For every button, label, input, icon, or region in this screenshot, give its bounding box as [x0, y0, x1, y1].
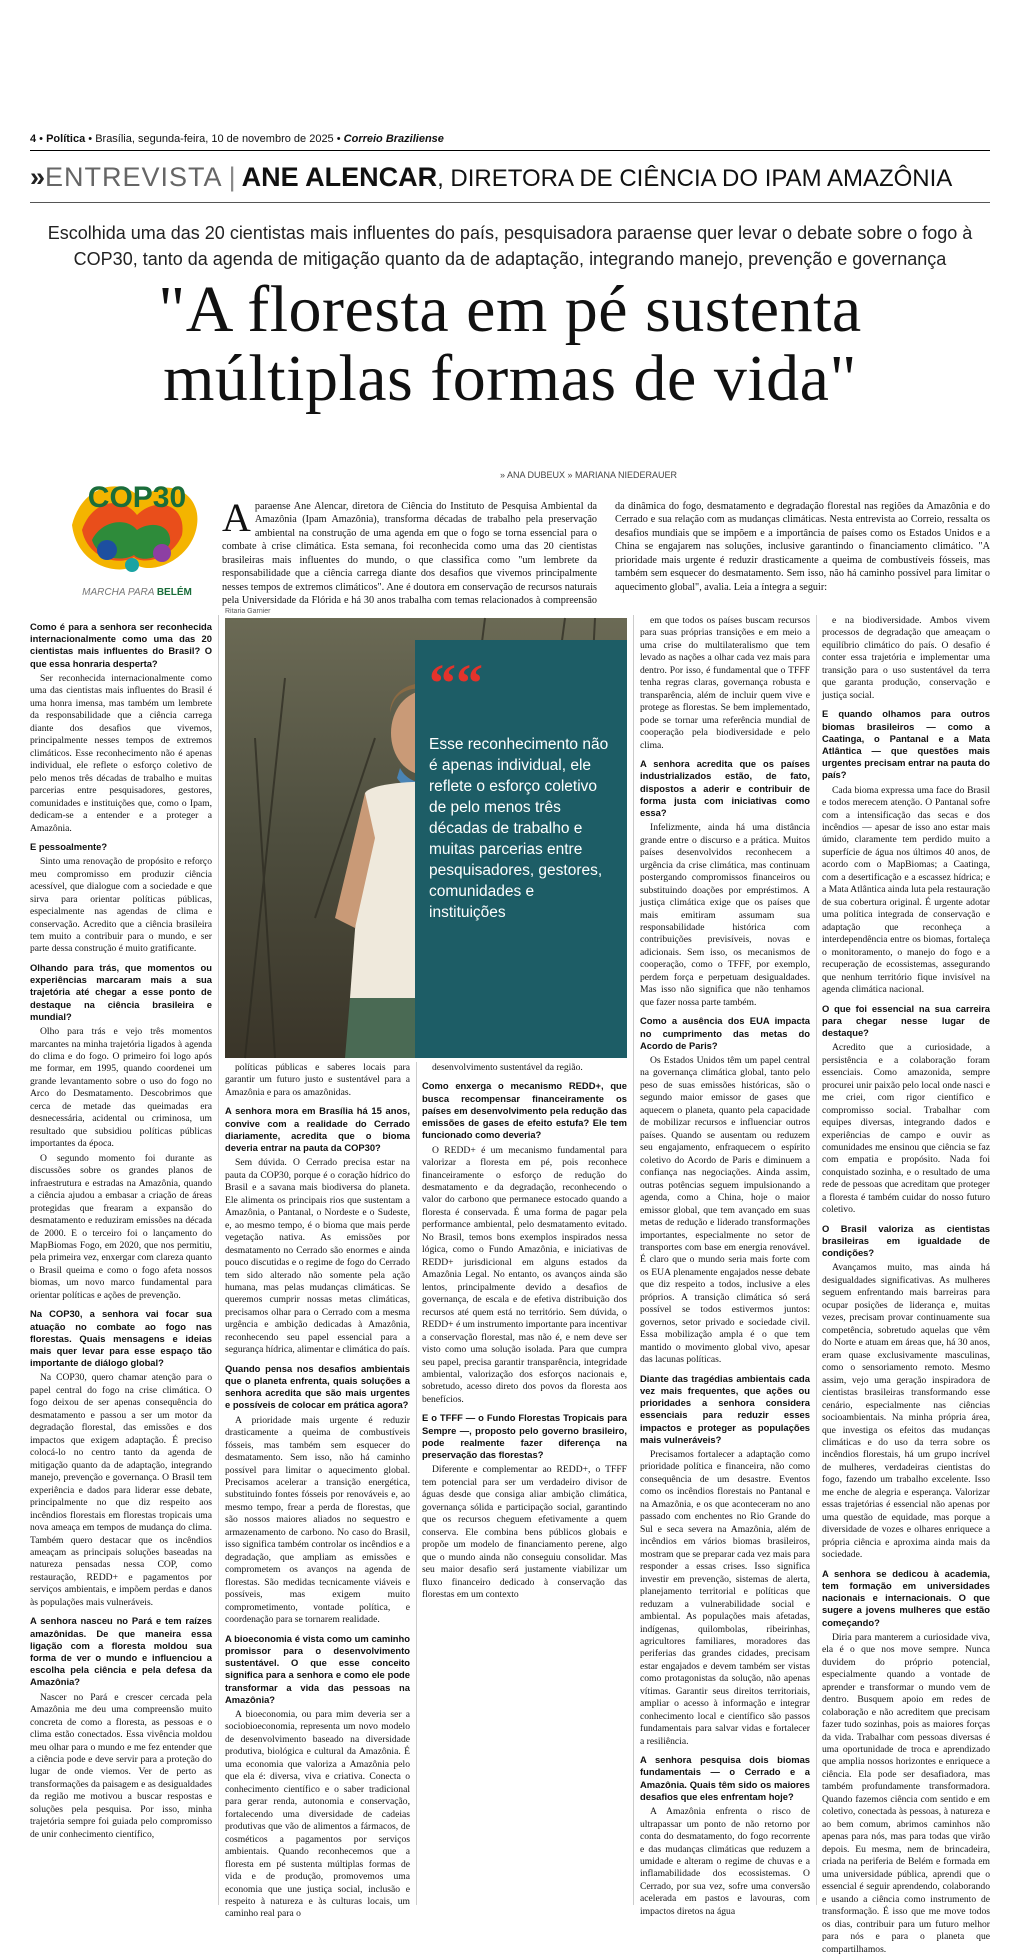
section-name: Política [46, 133, 86, 145]
lede-text: paraense Ane Alencar, diretora de Ciência do Instituto de Pesquisa Ambiental da Amazônia (Ipam Amazônia), transforma décadas de trabalho pela preservação ambiental na construção de uma agenda em que o fogo se torna essencial para o combate à crise climática. Esta semana, foi reconhecida como uma das 20 cientistas brasileiras mais influentes do mundo, o que classifica como "um lembrete da responsabilidade que a ciência carrega diante dos desafios que vivemos principalmente nesses tempos de extremos climáticos". Ane é doutora em conservação de recursos naturais pela Universidade da Flórida e há 30 anos trabalha com temas relacionados à compreensão da dinâmica do fogo, desmatamento e degradação florestal nas regiões da Amazônia e do Cerrado e sua relação com as mudanças climáticas. Nesta entrevista ao Correio, ressalta os desafios mundiais que se impõem e a importância de países como os Estados Unidos e a China se engajarem nas soluções, inclusive garantindo o financiamento climático. "A prioridade mais urgente é reduzir drasticamente a queima de combustíveis fósseis, mas também sem esquecer do desmatamento. Sem isso, não há caminho possível para limitar o aquecimento global", avalia. Leia a íntegra a seguir: [222, 501, 990, 607]
interview-answer: em que todos os países buscam recursos para suas próprias transições e em meio a uma crise do multilateralismo que tem levado as nações a olhar cada vez mais para dentro. Por isso, é fundamental que o TFFF tenha regras claras, governança robusta e transparência, além de incluir quem vive e protege as florestas. Se bem implementado, pode se tornar uma referência mundial de cooperação pela biodiversidade e pelo clima. [640, 615, 810, 751]
kicker-label: ENTREVISTA [45, 162, 223, 192]
article-deck: Escolhida uma das 20 cientistas mais influentes do país, pesquisadora paraense quer levar o debate sobre o fogo à COP30, tanto da agenda de mitigação quanto da de adaptação, integrando manejo, prevenção e governança [47, 223, 973, 270]
interview-question: A senhora mora em Brasília há 15 anos, convive com a realidade do Cerrado diariamente, acredita que o bioma deveria entrar na pauta da COP30? [225, 1105, 410, 1154]
quote-marks-icon: ““ [429, 653, 483, 713]
column-rule [816, 615, 817, 1905]
interview-question: Na COP30, a senhora vai focar sua atuação no combate ao fogo nas florestas. Quais mensagens e ideias mais quer levar para esse espaço tão importante de diálogo global? [30, 1308, 212, 1369]
interview-answer: Nascer no Pará e crescer cercada pela Amazônia me deu uma compreensão muito concreta de como a floresta, as pessoas e o clima estão conectados. Essa vivência moldou meu olhar para o mundo e me fez entender que a ciência pode e deve servir para a proteção do lugar de onde viemos. Ver de perto as transformações da paisagem e as desigualdades da região me motivou a buscar respostas e soluções pela pesquisa. Por isso, minha trajetória sempre foi guiada pelo compromisso de unir conhecimento científico, [30, 1691, 212, 1840]
interview-question: E o TFFF — o Fundo Florestas Tropicais para Sempre —, proposto pelo governo brasileiro, pode realmente fazer diferença na preservação das florestas? [422, 1412, 627, 1461]
interview-answer: Ser reconhecida internacionalmente como uma das cientistas mais influentes do Brasil é uma honra imensa, mas também um lembrete da responsabilidade que a ciência carrega diante dos desafios que vivemos, principalmente nesses tempos de extremos climáticos. Esse reconhecimento não é apenas individual, ele reflete o esforço coletivo de pelo menos três décadas de trabalho e muitas parcerias entre pesquisadores, gestores, comunidades e instituições que, como o Ipam, dedicam-se a entender e a proteger a Amazônia. [30, 672, 212, 834]
interview-question: A senhora se dedicou à academia, tem formação em universidades nacionais e internacionais. O que sugere a jovens mulheres que estão começando? [822, 1567, 990, 1628]
interview-question: O que foi essencial na sua carreira para chegar nesse lugar de destaque? [822, 1002, 990, 1038]
interview-answer: A bioeconomia, ou para mim deveria ser a sociobioeconomia, representa um novo modelo de desenvolvimento baseado na diversidade produtiva, biológica e cultural da Amazônia. É uma economia que valoriza a Amazônia pelo que ela é: diversa, viva e criativa. Conecta o conhecimento científico e o saber tradicional para gerar renda, autonomia e conservação, fortalecendo uma diversidade de cadeias produtivas que vão de alimentos a fármacos, de cosméticos a pagamentos por serviços ambientais. Quando reconhecemos que a floresta em pé sustenta múltiplas formas de vida e de produção, promovemos uma economia que une justiça social, inclusão e respeito à natureza e às culturas locais, um caminho real para o [225, 1708, 410, 1920]
interview-question: Como enxerga o mecanismo REDD+, que busca recompensar financeiramente os países em desenvolvimento pela redução das emissões de gases de efeito estufa? Ele tem funcionado como deveria? [422, 1080, 627, 1141]
interview-answer: Diria para manterem a curiosidade viva, ela é o que nos move sempre. Nunca duvidem do próprio potencial, especialmente quando a vontade de aprender e transformar o mundo vem de dentro. Busquem apoio em redes de colaboração e não acreditem que precisam fazer tudo sozinhas, pois as maiores forças da vida. Trabalhar com pessoas diversas é uma oportunidade de troca e aprendizado que amplia nossos horizontes e enriquece a ciência. Ela pode ser desafiadora, mas também profundamente transformadora. Quando fazemos ciência com sentido e em coletivo, conectada às pessoas, à natureza e ao bem comum, abrimos caminhos não apenas para nós, mas para todas que virão depois. Eu mesma, nem de brincadeira, criada na periferia de Belém e formada em uma universidade pública, aprendi que o essencial é seguir aprendendo, colaborando e usando a ciência como instrumento de transformação. É isso que me move todos os dias, contribuir para um futuro melhor para nós e para o planeta que compartilhamos. [822, 1631, 990, 1955]
interview-answer: Infelizmente, ainda há uma distância grande entre o discurso e a prática. Muitos países desenvolvidos reconhecem a urgência da crise climática, mas continuam postergando compromissos financeiros ou substituindo doações por empréstimos. A justiça climática exige que os países que mais emitiram assumam sua responsabilidade histórica com contribuições previsíveis, novas e adicionais. Sem isso, os mecanismos de cooperação, como o TFFF, por exemplo, perdem força e perpetuam desigualdades. Mas isso não significa que não tenhamos que fazer nossa parte também. [640, 822, 810, 1008]
page-number: 4 [30, 133, 37, 145]
interview-answer: Olho para trás e vejo três momentos marcantes na minha trajetória ligados à agenda do clima e do fogo. O primeiro foi logo após me formar, em 1995, quando coordenei um grande levantamento sobre o uso do fogo no Arco do Desmatamento. Descobrimos que cerca de metade das queimadas era desnecessária, acidental ou criminosa, um resultado que subsidiou políticas públicas importantes da época. [30, 1026, 212, 1150]
interview-question: Como é para a senhora ser reconhecida internacionalmente como uma das 20 cientistas mais influentes do Brasil? O que essa honraria desperta? [30, 621, 212, 669]
drop-cap: A [222, 495, 251, 540]
cop30-logo [62, 465, 212, 605]
interview-kicker [30, 162, 990, 193]
interview-answer: Avançamos muito, mas ainda há desigualdades significativas. As mulheres seguem enfrentando mais barreiras para ocupar posições de liderança e, muitas vezes, precisam provar continuamente sua competência, sobretudo aquelas que vêm do Norte e atuam em áreas que, há 30 anos, eram quase exclusivamente masculinas, como o sensoriamento remoto. Mesmo assim, vejo uma geração inspiradora de cientistas brasileiras transformando esse cenário, especialmente nas ciências socioambientais. Na minha própria área, que investiga os efeitos das mudanças climáticas e do uso da terra sobre os incêndios florestais, há um grupo incrível de mulheres, verdadeiras cientistas do fogo, fazendo um trabalho excelente. Isso me enche de alegria e esperança. Valorizar essas trajetórias é essencial não apenas por uma questão de equidade, mas porque a diversidade de vozes e olhares enriquece a própria ciência e aproxima ainda mais da sociedade. [822, 1262, 990, 1561]
cop30-logo-text: COP30 [87, 481, 187, 514]
interview-answer: A prioridade mais urgente é reduzir drasticamente a queima de combustíveis fósseis, mas também sem esquecer do desmatamento. Sem isso, não há caminho possível para limitar o aquecimento global. Precisamos acelerar a transição energética, substituindo fontes fósseis por renováveis e, ao mesmo tempo, frear a perda de florestas, que são nossos maiores aliados no sequestro e armazenamento de carbono. No caso do Brasil, isso significa também controlar os incêndios e a degradação, que ampliam as emissões e comprometem os avanços na agenda de florestas. São medidas tecnicamente viáveis e possíveis, mas exigem muito comprometimento, vontade política, e coordenação para se tornarem realidade. [225, 1414, 410, 1626]
interview-answer: políticas públicas e saberes locais para garantir um futuro justo e sustentável para a Amazônia e para os amazônidas. [225, 1062, 410, 1098]
interview-question: Diante das tragédias ambientais cada vez mais frequentes, que ações ou prioridades a senhora considera essenciais para reduzir esses impactos e proteger as populações mais vulneráveis? [640, 1372, 810, 1445]
headline-line-2: múltiplas formas de vida" [163, 342, 857, 416]
interviewee-name: ANE ALENCAR [241, 162, 438, 192]
interview-answer: Sinto uma renovação de propósito e reforço meu compromisso em produzir ciência acessível, que dialogue com a sociedade e que sirva para orientar políticas públicas, especialmente nas agendas de clima e conservação. Acredito que a ciência brasileira tem muito a contribuir para o mundo, e ser parte dessa construção é muito gratificante. [30, 856, 212, 955]
folio-date: Brasília, segunda-feira, 10 de novembro de 2025 [95, 133, 334, 145]
interview-answer: A Amazônia enfrenta o risco de ultrapassar um ponto de não retorno por conta do desmatamento, do fogo recorrente e das mudanças climáticas que reduzem a umidade e alteram o regime de chuvas e a inflamabilidade dos ecossistemas. O Cerrado, por sua vez, sofre uma conversão acelerada em pastos e lavouras, com impactos diretos na água [640, 1806, 810, 1917]
body-column-4 [640, 615, 810, 1917]
interview-question: A senhora pesquisa dois biomas fundamentais — o Cerrado e a Amazônia. Quais têm sido os maiores desafios que eles enfrentam hoje? [640, 1754, 810, 1802]
interview-answer: O REDD+ é um mecanismo fundamental para valorizar a floresta em pé, pois reconhece financeiramente o esforço de redução do desmatamento e da degradação, reconhecendo o valor do carbono que permanece estocado quando a floresta é conservada. É uma forma de pagar pela performance ambiental, pelo desmatamento evitado. No Brasil, temos bons exemplos inspirados nessa lógica, como o Fundo Amazônia, e iniciativas de REDD+ jurisdicional em alguns estados da Amazônia Legal. No entanto, os avanços ainda são lentos, principalmente devido a desafios de governança, de escala e de efetiva distribuição dos recursos até quem está no território. Sem dúvida, o REDD+ é um instrumento importante para incentivar a conservação florestal, mas não é, e nem deve ser visto como uma solução isolada. Para que cumpra seu papel, precisa garantir transparência, integridade ambiental, valorização dos esforços nacionais e, sobretudo, acesso direto dos povos da floresta aos benefícios. [422, 1144, 627, 1405]
column-rule [416, 1062, 417, 1905]
body-column-3 [422, 1062, 627, 1905]
page-folio: 4 • Política • Brasília, segunda-feira, 10 de novembro de 2025 • Correio Braziliense [30, 133, 444, 145]
kicker-separator: | [228, 162, 236, 192]
interview-question: A senhora nasceu no Pará e tem raízes amazônidas. De que maneira essa ligação com a floresta moldou sua forma de ver o mundo e influenciou a escolha pela ciência e pela defesa da Amazônia? [30, 1615, 212, 1688]
interview-question: E pessoalmente? [30, 840, 108, 852]
cop30-tagline-city: BELÉM [156, 587, 192, 598]
interview-question: A bioeconomia é vista como um caminho promissor para o desenvolvimento sustentável. O que esse conceito significa para a senhora e como ele pode transformar a vida das pessoas na Amazônia? [225, 1632, 410, 1705]
column-rule [218, 615, 219, 1905]
interview-question: O Brasil valoriza as cientistas brasileiras em igualdade de condições? [822, 1222, 990, 1259]
pull-quote-text: Esse reconhecimento não é apenas individual, ele reflete o esforço coletivo de pelo menos três décadas de trabalho e muitas parcerias entre pesquisadores, gestores, comunidades e instituições [429, 736, 609, 921]
photo-credit: Ritaria Garnier [225, 608, 271, 615]
interview-answer: Na COP30, quero chamar atenção para o papel central do fogo na crise climática. O fogo deixou de ser apenas consequência do desmatamento e passou a ser um motor da degradação florestal, das emissões e dos impactos que exigem adaptação. É preciso colocá-lo no centro tanto da agenda de mitigação quanto da de adaptação, integrando manejo, prevenção e governança. O Brasil tem experiência e dados para liderar esse debate, principalmente no que diz respeito aos incêndios florestais em florestas tropicais uma nova ameaça em tempos de mudança do clima. Também quero destacar que os incêndios ameaçam as principais soluções baseadas na natureza pensadas nessa COP, como restauração, REDD+ e pagamentos por serviços ambientais, e impõem perdas e danos às populações mais vulneráveis. [30, 1372, 212, 1608]
interview-answer: Sem dúvida. O Cerrado precisa estar na pauta da COP30, porque é o coração hídrico do Brasil e a savana mais biodiversa do planeta. Ele alimenta os principais rios que sustentam a Amazônia, o Pantanal, o Nordeste e o Sudeste, e, ao mesmo tempo, é o bioma que mais perde vegetação nativa. As emissões por desmatamento no Cerrado são enormes e ainda pouco discutidas e o regime de fogo do Cerrado tem sido alterado não somente pela ação humana, mas pelas mudanças climáticas. Se queremos cumprir nossas metas climáticas, precisamos olhar para o Cerrado com a mesma urgência e ambição dedicadas à Amazônia, reconhecendo seu papel essencial para a segurança hídrica, alimentar e climática do país. [225, 1157, 410, 1356]
interview-answer: Acredito que a curiosidade, a persistência e a colaboração foram essenciais. Como amazonida, sempre procurei unir paixão pelo local onde nasci e me criei, com rigor científico e compromisso social. Trabalhar com equipes diversas, integrando dados e experiências de campo e ouvir as comunidades me ensinou que ciência se faz com empatia e propósito. Nada foi conquistado sozinha, e o resultado de uma rede de pessoas que acreditam que proteger a floresta é também cuidar do nosso futuro coletivo. [822, 1042, 990, 1216]
column-rule [633, 615, 634, 1905]
interviewee-role: , DIRETORA DE CIÊNCIA DO IPAM AMAZÔNIA [437, 165, 953, 192]
interview-answer: Os Estados Unidos têm um papel central na governança climática global, tanto pelo peso de suas emissões históricas, são o segundo maior emissor de gases que aquecem o planeta, quanto pela capacidade de mobilizar recursos e influenciar outros países. Quando se ausentam ou reduzem seu engajamento, enfraquecem o espírito coletivo do Acordo de Paris e diminuem a confiança nas negociações. Ainda assim, outras potências seguem impulsionando a agenda, como a China, hoje o maior emissor global, que tem avançado em suas metas de redução e liderado transformações importantes, especialmente no setor de transportes com base em energia renovável. É claro que o mundo seria mais forte com os EUA plenamente engajados nesse debate que diz respeito a todos, inclusive a eles próprios. A transição climática só será possível se todos estivermos juntos: governos, setor privado e sociedade civil. Essa mobilização ampla é o que tem mantido o movimento global vivo, apesar das lacunas políticas. [640, 1054, 810, 1366]
pull-quote [415, 640, 627, 1058]
body-column-2 [225, 1062, 410, 1920]
cop30-logo-graphic [62, 465, 212, 585]
article-lede [222, 495, 990, 608]
newspaper-name: Correio Braziliense [343, 133, 444, 145]
interview-question: A senhora acredita que os países industrializados estão, de fato, dispostos a aderir e contribuir de forma justa com iniciativas como essa? [640, 758, 810, 819]
body-column-1 [30, 615, 212, 1905]
kicker-arrows-icon: » [30, 162, 46, 192]
cop30-tagline [62, 587, 212, 598]
byline: » ANA DUBEUX » MARIANA NIEDERAUER [500, 470, 678, 480]
interview-answer: desenvolvimento sustentável da região. [432, 1062, 583, 1073]
kicker-rule [30, 202, 990, 203]
interview-answer: e na biodiversidade. Ambos vivem processos de degradação que ameaçam o equilíbrio climático do país. O desafio é conter essa trajetória e implementar uma transição para o uso sustentável da terra que garanta produção, conservação e justiça social. [822, 615, 990, 701]
article-headline [30, 275, 990, 414]
body-column-5 [822, 615, 990, 1955]
interview-question: Olhando para trás, que momentos ou experiências marcaram mais a sua trajetória até chegar a esse ponto de destaque na ciência brasileira e mundial? [30, 961, 212, 1022]
headline-line-1: "A floresta em pé sustenta [158, 273, 862, 346]
top-rule [30, 150, 990, 151]
interview-question: E quando olhamos para outros biomas brasileiros — como a Caatinga, o Pantanal e a Mata Atlântica — que questões mais urgentes precisam entrar na pauta do país? [822, 708, 990, 781]
interview-question: Quando pensa nos desafios ambientais que o planeta enfrenta, quais soluções a senhora acredita que são mais urgentes e possíveis de colocar em prática agora? [225, 1362, 410, 1411]
interview-question: Como a ausência dos EUA impacta no cumprimento das metas do Acordo de Paris? [640, 1015, 810, 1051]
interview-answer: Diferente e complementar ao REDD+, o TFFF tem potencial para ser um verdadeiro divisor de águas desde que consiga aliar ambição climática, governança sólida e participação social, garantindo que os recursos cheguem efetivamente a quem conserva. Ele combina bens públicos globais e propõe um modelo de financiamento perene, algo que o mundo ainda não conseguiu consolidar. Mas seu maior desafio será justamente viabilizar um fluxo financeiro dedicado à conservação das florestas em um contexto [422, 1464, 627, 1600]
interview-answer: Precisamos fortalecer a adaptação como prioridade política e financeira, não como consequência de um desastre. Eventos como os incêndios florestais no Pantanal e na Amazônia, e os que aconteceram no ano passado com enchentes no Rio Grande do Sul e seca severa na Amazônia, além de incêndios em vários biomas brasileiros, mostram que se preparar cada vez mais para responder a essas crises. Isso significa investir em prevenção, sistemas de alerta, planejamento territorial e políticas que reduzam a vulnerabilidade social e ambiental. As populações mais afetadas, indígenas, quilombolas, ribeirinhas, agricultores familiares, moradores das periferias das grandes cidades, precisam estar engajados e devem também ser vistas como protagonistas da solução, não apenas vítimas. Garantir seus direitos territoriais, ampliar o acesso à informação e integrar conhecimento local e científico são passos fundamentais para salvar vidas e fortalecer a resiliência. [640, 1448, 810, 1747]
interview-answer: Cada bioma expressa uma face do Brasil e todos merecem atenção. O Pantanal sofre com a intensificação das secas e dos incêndios — apesar de isso ano estar mais úmido, claramente tem perdido muito a superfície de água nos últimos 40 anos, de acordo com o MapBiomas; a Caatinga, com a desertificação e a escassez hídrica; e a Mata Atlântica ainda luta pela restauração de sua cobertura original. É urgente adotar uma política integrada de conservação e adaptação que reconheça a interdependência entre os biomas, fortaleça o monitoramento, o manejo do fogo e a recuperação de ecossistemas, assegurando que nenhum território fique invisível na agenda climática nacional. [822, 784, 990, 996]
cop30-tagline-marcha: MARCHA PARA [82, 587, 155, 598]
interview-answer: O segundo momento foi durante as discussões sobre os grandes planos de infraestrutura e estradas na Amazônia, quando a ciência ajudou a embasar a criação de áreas protegidas que frearam a expansão do desmatamento e reduziram emissões na década de 2000. E o terceiro foi o lançamento do MapBiomas Fogo, em 2020, que nos permitiu, pela primeira vez, enxergar com clareza quanto o Brasil queima e como o fogo afeta nossos biomas, um novo marco fundamental para orientar políticas e ações de prevenção. [30, 1152, 212, 1301]
